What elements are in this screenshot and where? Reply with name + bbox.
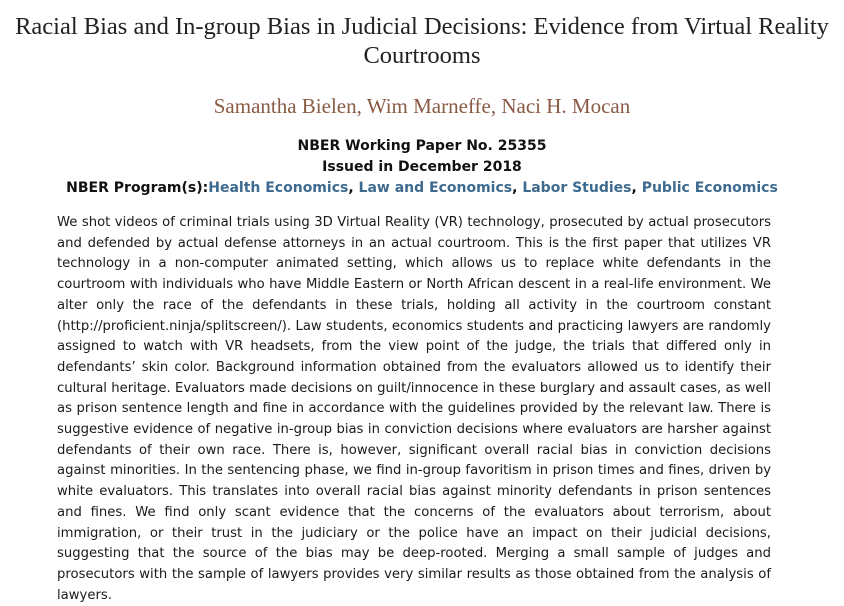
program-separator: ,	[348, 180, 359, 196]
paper-title: Racial Bias and In-group Bias in Judicial Decisions: Evidence from Virtual Reality Courtrooms	[15, 13, 829, 69]
program-link-health-economics[interactable]: Health Economics	[208, 180, 349, 196]
issue-date: Issued in December 2018	[322, 159, 522, 175]
program-link-public-economics[interactable]: Public Economics	[641, 180, 778, 196]
program-link-labor-studies[interactable]: Labor Studies	[522, 180, 632, 196]
paper-authors: Samantha Bielen, Wim Marneffe, Naci H. Mocan	[213, 94, 631, 118]
program-separator: ,	[512, 180, 523, 196]
program-link-law-and-economics[interactable]: Law and Economics	[358, 180, 513, 196]
program-separator: ,	[631, 180, 642, 196]
programs-line	[8, 179, 836, 197]
paper-abstract: We shot videos of criminal trials using 3D Virtual Reality (VR) technology, prosecuted by actual prosecutors and defended by actual defense attorneys in an actual courtroom. This is the first paper that utilizes VR technology in a non-computer animated setting, which allows us to replace white defendants in the courtroom with individuals who have Middle Eastern or North African descent in a real-life environment. We alter only the race of the defendants in these trials, holding all activity in the courtroom constant (http://proficient.ninja/splitscreen/). Law students, economics students and practicing lawyers are randomly assigned to watch with VR headsets, from the view point of the judge, the trials that differed only in defendants’ skin color. Background information obtained from the evaluators allowed us to identify their cultural heritage. Evaluators made decisions on guilt/innocence in these burglary and assault cases, as well as prison sentence length and fine in accordance with the guidelines provided by the relevant law. There is suggestive evidence of negative in-group bias in conviction decisions where evaluators are harsher against defendants of their own race. There is, however, significant overall racial bias in conviction decisions against minorities. In the sentencing phase, we find in-group favoritism in prison times and fines, driven by white evaluators. This translates into overall racial bias against minority defendants in prison sentences and fines. We find only scant evidence that the concerns of the evaluators about terrorism, about immigration, or their trust in the judiciary or the police have an impact on their judicial decisions, suggesting that the source of the bias may be deep-rooted. Merging a small sample of judges and prosecutors with the sample of lawyers provides very similar results as those obtained from the analysis of lawyers.	[57, 215, 771, 603]
programs-label: NBER Program(s):	[66, 180, 209, 196]
working-paper-number: NBER Working Paper No. 25355	[297, 138, 547, 154]
